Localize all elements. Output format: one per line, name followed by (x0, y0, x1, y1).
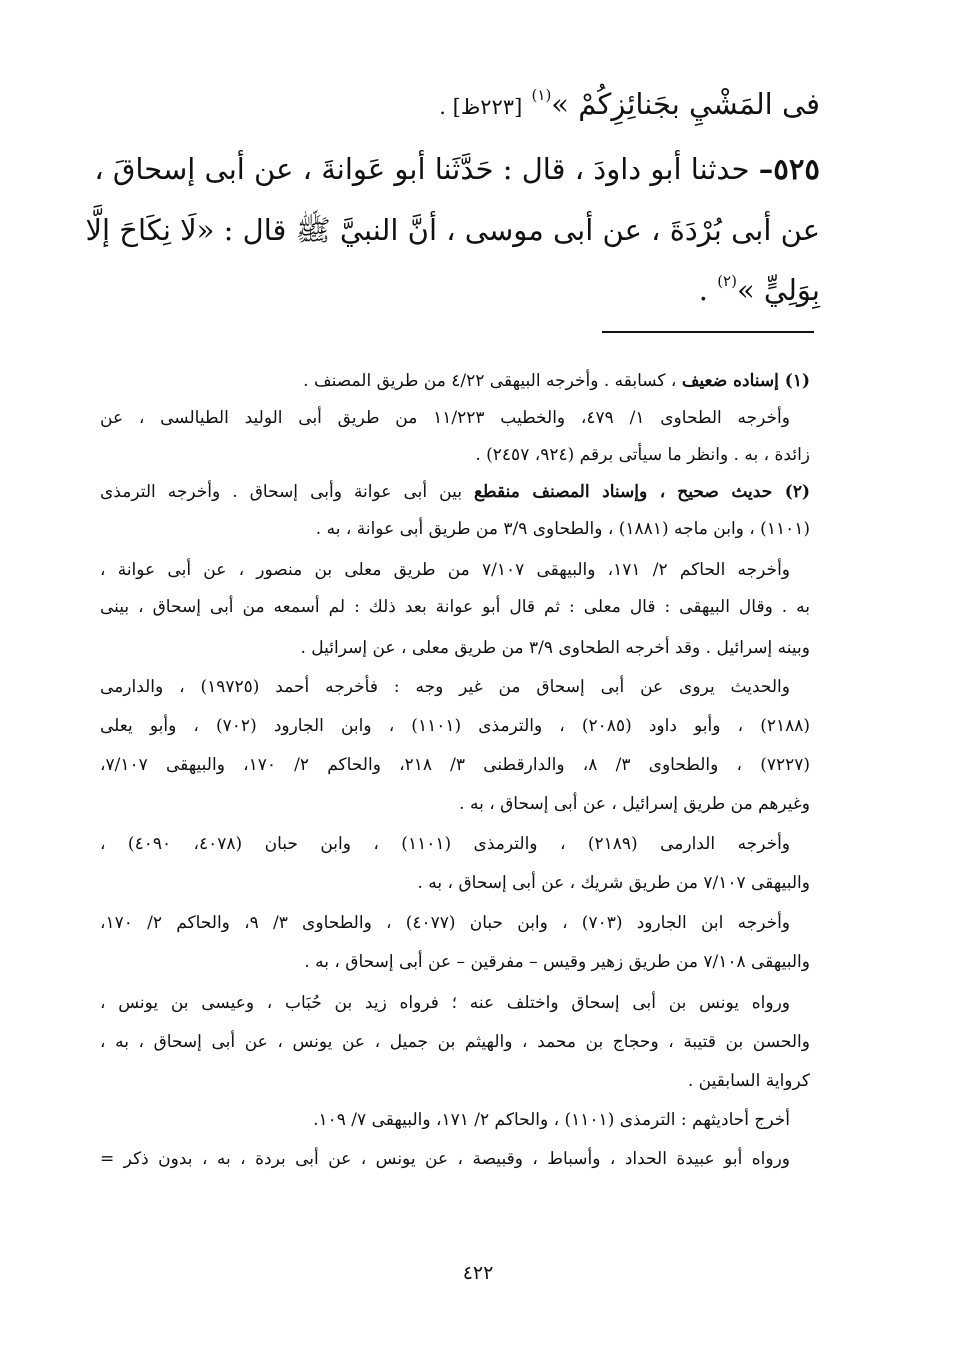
footnote-separator (602, 331, 814, 333)
footnote-1-line-2: وأخرجه الطحاوى ١/ ٤٧٩، والخطيب ١١/٢٢٣ من طريق أبى الوليد الطيالسى ، عن (100, 408, 790, 428)
footnote-2-line-14: ورواه يونس بن أبى إسحاق واختلف عنه ؛ فرواه زيد بن حُبَاب ، وعيسى بن يونس ، (100, 993, 790, 1013)
footnote-1-line-1-rest: ، كسابقه . وأخرجه البيهقى ٤/٢٢ من طريق المصنف . (303, 371, 677, 391)
footnote-2-line-18: ورواه أبو عبيدة الحداد ، وأسباط ، وقبيصة ، عن يونس ، عن أبى بردة ، به ، بدون ذكر = (100, 1149, 790, 1169)
footnote-2-lead: (٢) حديث صحيح (677, 482, 811, 502)
footnote-1-line-3: زائدة ، به . وانظر ما سيأتى برقم (٩٢٤، ٢٤٥٧) . (475, 445, 810, 465)
main-line-4-text: بِوَلِيٍّ » (736, 273, 820, 307)
footnote-2-line-15: والحسن بن قتيبة ، وحجاج بن محمد ، والهيثم بن جميل ، عن يونس ، عن أبى إسحاق ، به ، (100, 1032, 810, 1052)
main-line-4-tail: . (698, 273, 708, 307)
footnote-2-line-9: وغيرهم من طريق إسرائيل ، عن أبى إسحاق ، به . (459, 794, 810, 814)
manuscript-folio-ref: [٢٢٣ظ] . (439, 95, 523, 119)
main-line-3 (85, 213, 820, 247)
footnote-2-line-16: كرواية السابقين . (687, 1071, 810, 1091)
page-number: ٤٢٢ (462, 1262, 494, 1284)
footnote-2-mid: ، وإسناد المصنف منقطع (474, 482, 666, 502)
main-line-2-text: حدثنا أبو داودَ ، قال : حَدَّثَنا أبو عَوانةَ ، عن أبى إسحاقَ ، (94, 152, 750, 186)
footnote-2-line-2: (١١٠١) ، وابن ماجه (١٨٨١) ، والطحاوى ٣/٩ من طريق أبى عوانة ، به . (315, 519, 810, 539)
footnote-2-line-11: والبيهقى ٧/١٠٧ من طريق شريك ، عن أبى إسحاق ، به . (417, 873, 810, 893)
footnote-2-line-1-rest: بين أبى عوانة وأبى إسحاق . وأخرجه الترمذى (100, 482, 462, 502)
main-line-1-text: فى المَشْيِ بجَنائِزِكُمْ » (551, 87, 820, 121)
footnote-2-line-6: والحديث يروى عن أبى إسحاق من غير وجه : فأخرجه أحمد (١٩٧٢٥) ، والدارمى (100, 677, 790, 697)
main-line-4 (100, 274, 820, 305)
footnote-1-line-1 (100, 373, 810, 390)
footnote-ref-1: (١) (531, 86, 552, 104)
main-line-3-text: عن أبى بُرْدَةَ ، عن أبى موسى ، أنَّ النبيَّ ﷺ قال : «لَا نِكَاحَ إلَّا (85, 213, 820, 247)
footnote-2-line-13: والبيهقى ٧/١٠٨ من طريق زهير وقيس – مفرقين – عن أبى إسحاق ، به . (304, 952, 810, 972)
footnote-2-line-3: وأخرجه الحاكم ٢/ ١٧١، والبيهقى ٧/١٠٧ من طريق معلى بن منصور ، عن أبى عوانة ، (100, 560, 791, 580)
footnote-2-line-4: به . وقال البيهقى : قال معلى : ثم قال أبو عوانة بعد ذلك : لم أسمعه من أبى إسحاق ، بينى (100, 597, 810, 617)
main-line-1 (100, 88, 820, 119)
footnote-ref-2: (٢) (717, 272, 737, 290)
footnote-2-line-8: (٧٢٢٧) ، والطحاوى ٣/ ٨، والدارقطنى ٣/ ٢١٨، والحاكم ٢/ ١٧٠، والبيهقى ٧/١٠٧، (100, 755, 811, 775)
footnote-2-line-1 (100, 484, 810, 501)
footnote-2-line-5: وبينه إسرائيل . وقد أخرجه الطحاوى ٣/٩ من طريق معلى ، عن إسرائيل . (300, 638, 810, 658)
main-line-2 (94, 152, 820, 186)
footnote-2-line-12: وأخرجه ابن الجارود (٧٠٣) ، وابن حبان (٤٠٧٧) ، والطحاوى ٣/ ٩، والحاكم ٢/ ١٧٠، (100, 913, 791, 933)
footnote-2-line-17: أخرج أحاديثهم : الترمذى (١١٠١) ، والحاكم ٢/ ١٧١، والبيهقى ٧/ ١٠٩. (313, 1110, 790, 1130)
footnote-1-lead: (١) إسناده ضعيف (681, 371, 810, 391)
footnote-2-line-7: (٢١٨٨) ، وأبو داود (٢٠٨٥) ، والترمذى (١١٠١) ، وابن الجارود (٧٠٢) ، وأبو يعلى (100, 716, 810, 736)
footnote-2-line-10: وأخرجه الدارمى (٢١٨٩) ، والترمذى (١١٠١) ، وابن حبان (٤٠٧٨، ٤٠٩٠) ، (100, 834, 791, 854)
hadith-number: ٥٢٥– (758, 152, 820, 186)
